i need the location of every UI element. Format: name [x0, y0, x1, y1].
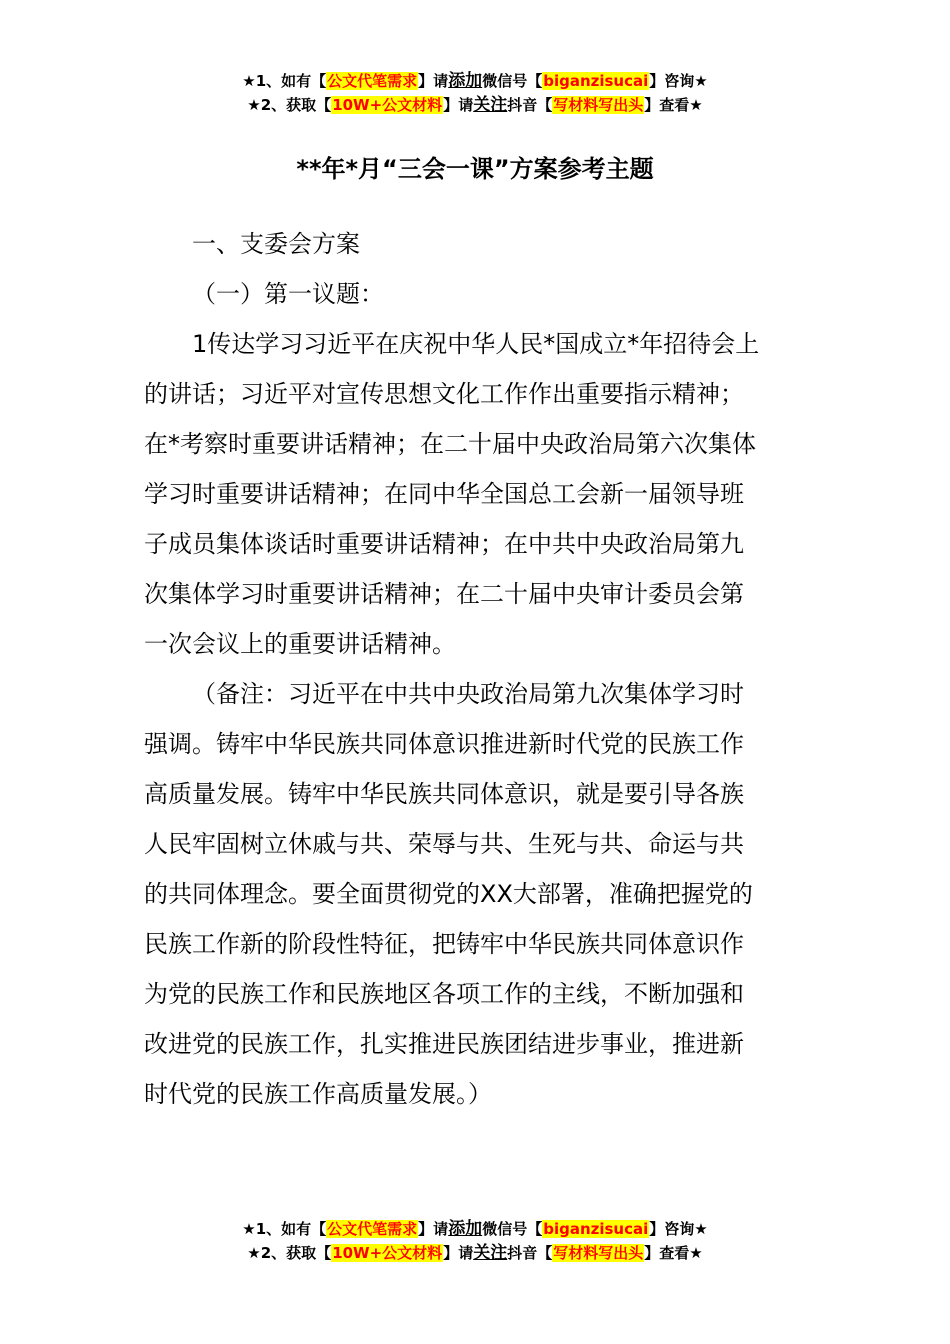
header-line2-text: 抖音【	[507, 96, 553, 114]
header-line2-text: 】请	[443, 96, 474, 114]
document-title: **年*月“三会一课”方案参考主题	[296, 155, 654, 183]
paragraph-line: 人民牢固树立休戚与共、荣辱与共、生死与共、命运与共	[144, 830, 744, 858]
paragraph-line: 1传达学习习近平在庆祝中华人民*国成立*年招待会上	[192, 330, 760, 358]
header-line1-text: ★1、如有【	[242, 72, 327, 90]
footer-line2-highlight-materials: 10W+公文材料	[332, 1244, 443, 1262]
header-line2-underline: 关注	[473, 95, 508, 115]
paragraph-line: 民族工作新的阶段性特征，把铸牢中华民族共同体意识作	[144, 930, 744, 958]
header-line1-text: 微信号【	[482, 72, 543, 90]
header-line2-text: 】查看★	[644, 96, 703, 114]
paragraph-line: 一次会议上的重要讲话精神。	[144, 630, 456, 658]
footer-promo-line-2	[0, 1242, 950, 1264]
header-line2-text: ★2、获取【	[247, 96, 332, 114]
footer-line1-highlight-wechat: biganzisucai	[543, 1220, 649, 1238]
footer-line2-highlight-douyin: 写材料写出头	[553, 1244, 644, 1262]
header-line1-highlight-wechat: biganzisucai	[543, 72, 649, 90]
sub-heading: （一）第一议题：	[192, 280, 384, 308]
header-promo-line-2	[0, 94, 950, 116]
header-line2-highlight-materials: 10W+公文材料	[332, 96, 443, 114]
footer-line1-text: ★1、如有【	[242, 1220, 327, 1238]
header-promo-line-1	[0, 70, 950, 92]
footer-line2-underline: 关注	[473, 1243, 508, 1263]
footer-line1-text: 微信号【	[482, 1220, 543, 1238]
paragraph-line: 在*考察时重要讲话精神；在二十届中央政治局第六次集体	[144, 430, 756, 458]
paragraph-line: （备注：习近平在中共中央政治局第九次集体学习时	[192, 680, 744, 708]
paragraph-line: 子成员集体谈话时重要讲话精神；在中共中央政治局第九	[144, 530, 744, 558]
paragraph-line: 为党的民族工作和民族地区各项工作的主线，不断加强和	[144, 980, 744, 1008]
paragraph-line: 的讲话；习近平对宣传思想文化工作作出重要指示精神；	[144, 380, 744, 408]
paragraph-line: 改进党的民族工作，扎实推进民族团结进步事业，推进新	[144, 1030, 744, 1058]
header-line2-highlight-douyin: 写材料写出头	[553, 96, 644, 114]
footer-line1-text: 】咨询★	[649, 1220, 708, 1238]
footer-line1-underline: 添加	[448, 1219, 483, 1239]
footer-line1-text: 】请	[418, 1220, 449, 1238]
section-heading: 一、支委会方案	[192, 230, 360, 258]
footer-line1-highlight-service: 公文代笔需求	[327, 1220, 418, 1238]
paragraph-line: 高质量发展。铸牢中华民族共同体意识，就是要引导各族	[144, 780, 744, 808]
footer-line2-text: ★2、获取【	[247, 1244, 332, 1262]
header-line1-highlight-service: 公文代笔需求	[327, 72, 418, 90]
footer-line2-text: 】请	[443, 1244, 474, 1262]
footer-line2-text: 】查看★	[644, 1244, 703, 1262]
paragraph-line: 时代党的民族工作高质量发展。）	[144, 1080, 492, 1108]
header-line1-text: 】咨询★	[649, 72, 708, 90]
footer-promo-line-1	[0, 1218, 950, 1240]
header-line1-text: 】请	[418, 72, 449, 90]
paragraph-line: 的共同体理念。要全面贯彻党的XX大部署，准确把握党的	[144, 880, 753, 908]
header-line1-underline: 添加	[448, 71, 483, 91]
paragraph-line: 次集体学习时重要讲话精神；在二十届中央审计委员会第	[144, 580, 744, 608]
paragraph-line: 强调。铸牢中华民族共同体意识推进新时代党的民族工作	[144, 730, 744, 758]
paragraph-line: 学习时重要讲话精神；在同中华全国总工会新一届领导班	[144, 480, 744, 508]
footer-line2-text: 抖音【	[507, 1244, 553, 1262]
